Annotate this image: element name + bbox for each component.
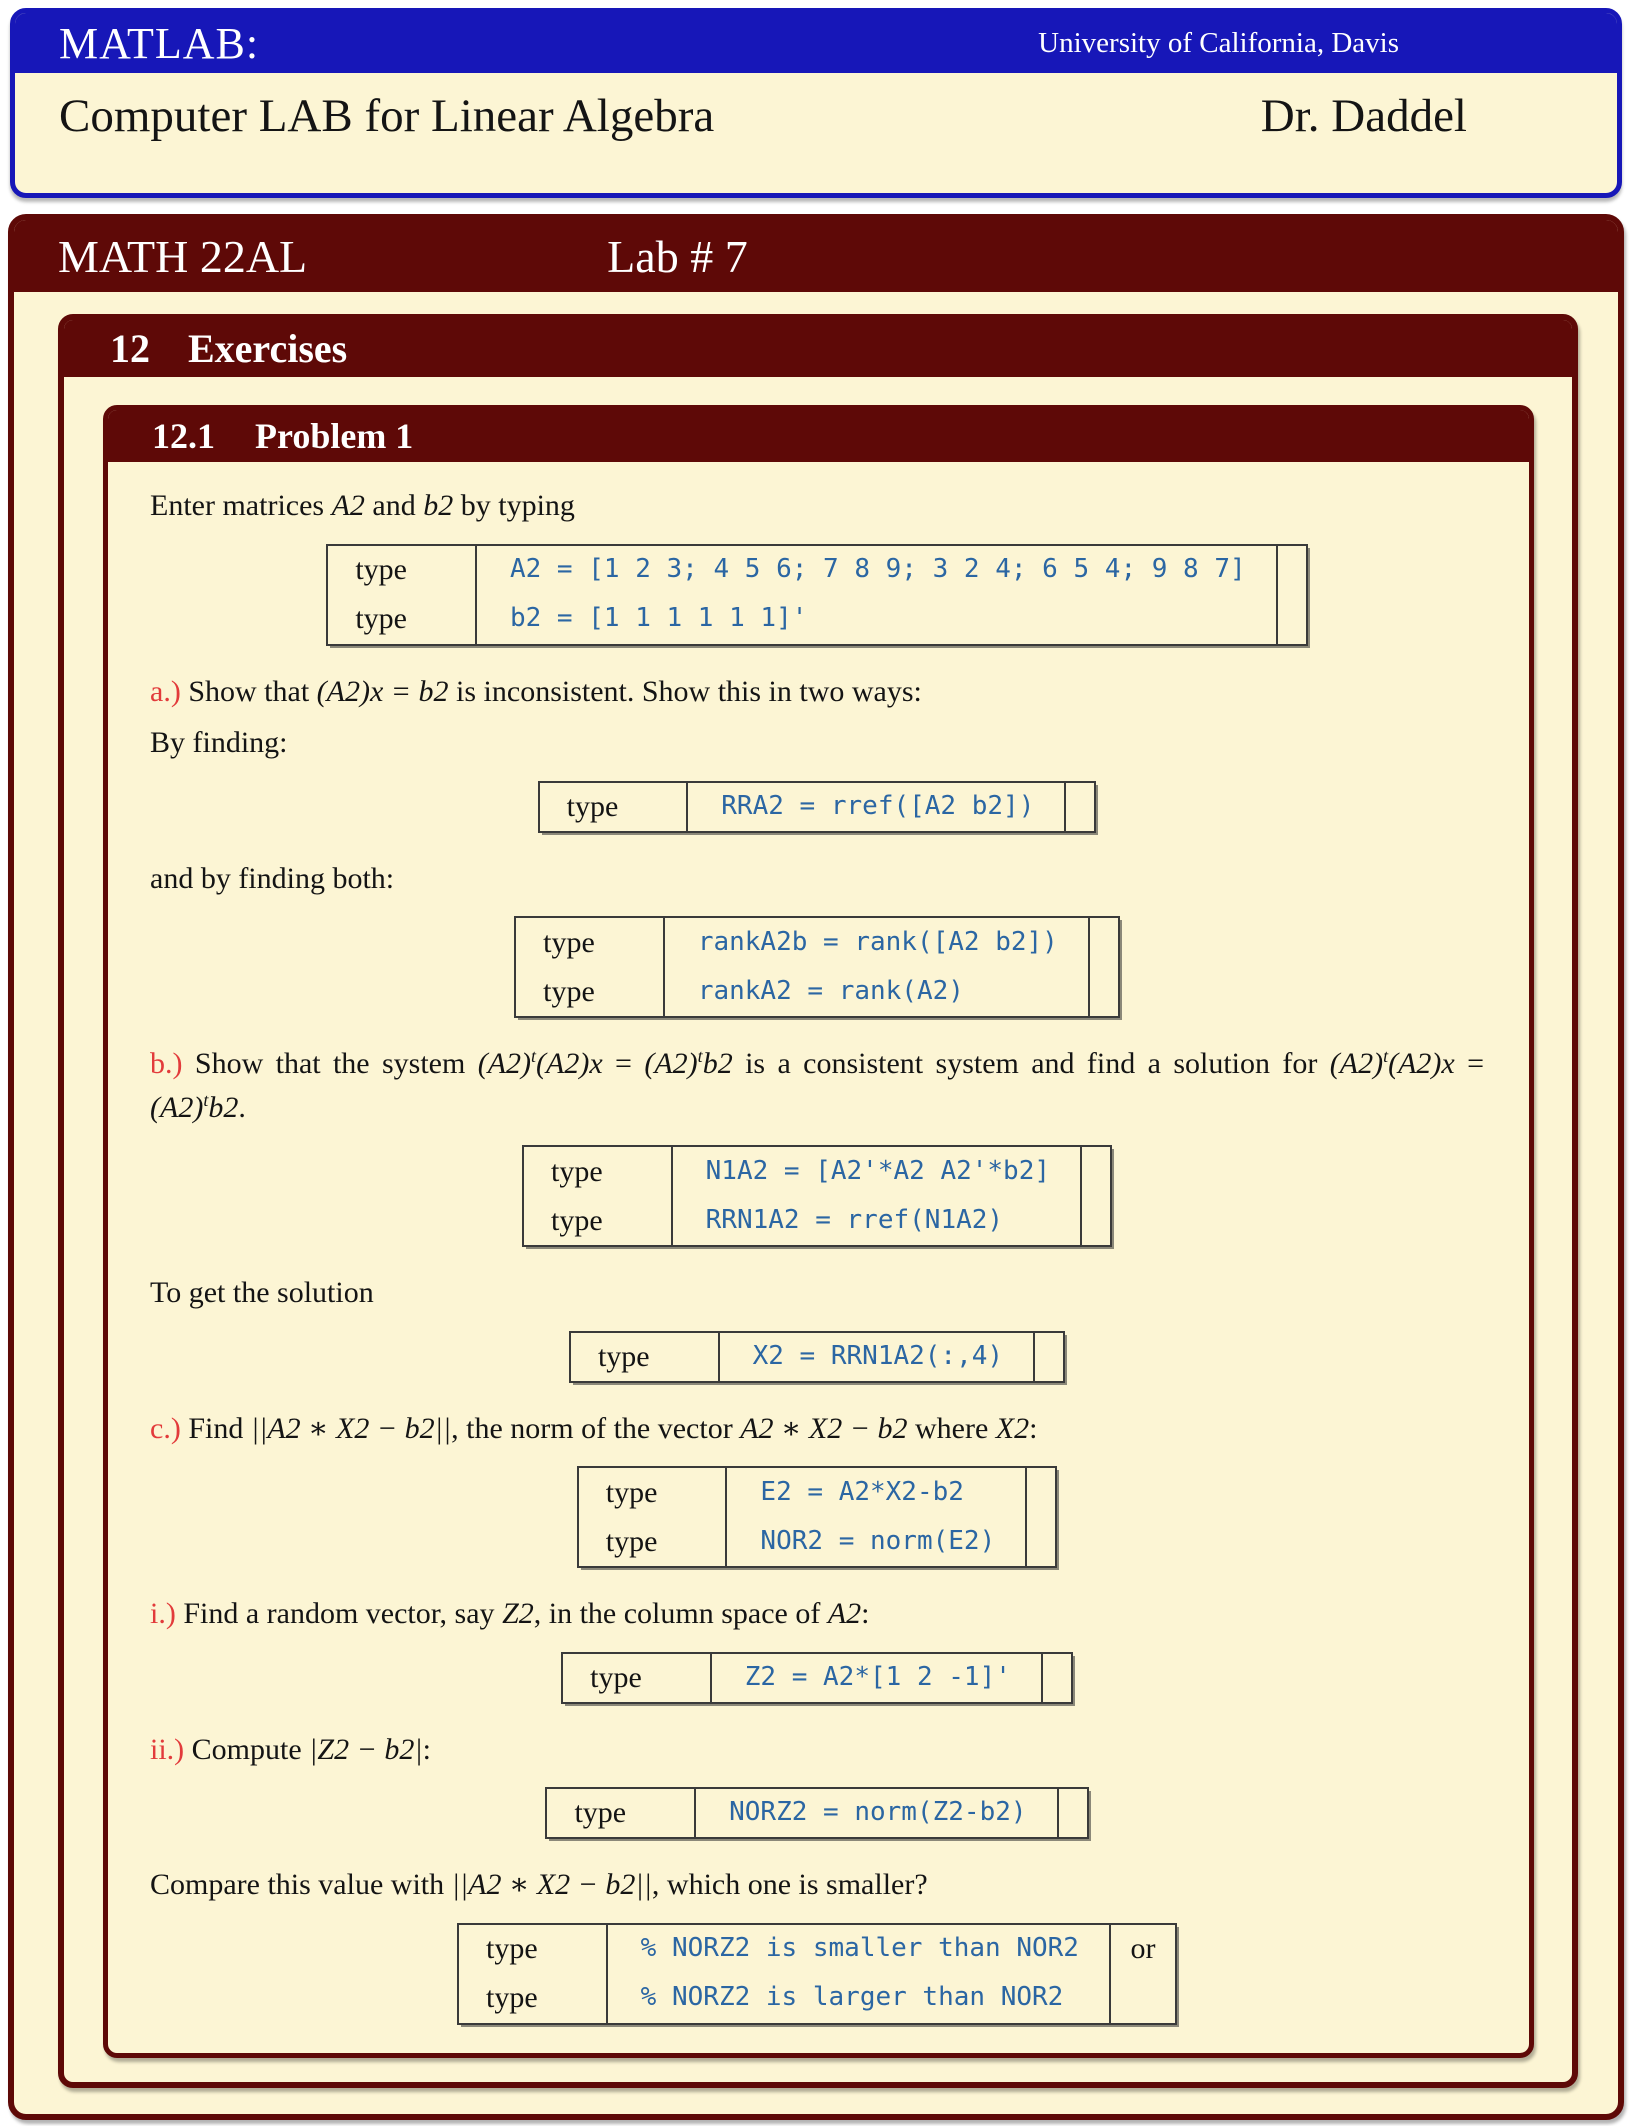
code-cell: % NORZ2 is larger than NOR2 [607,1974,1110,2024]
blank-cell [1026,1467,1056,1517]
table-row [327,545,1306,595]
section-header [64,320,1572,377]
item-c-paragraph: c.) Find ||A2 ∗ X2 − b2||, the norm of the vector A2 ∗ X2 − b2 where X2: [150,1411,1038,1445]
table-row [523,1146,1111,1196]
blank-cell [1089,917,1119,967]
table-row [515,967,1119,1017]
blank-cell [1277,545,1307,595]
item-b-paragraph: b.) Show that the system $(A2)^t(A2)x = (A2)^tb2$ is a consistent system and find a solution for $(A2)^t(A2)x = (A2)^tb2$. [150,1046,1485,1124]
problem-box [103,405,1534,2058]
type-label-cell: type [327,595,476,645]
blank-cell [1277,595,1307,645]
rank-table [514,916,1120,1018]
compare-paragraph: Compare this value with ||A2 ∗ X2 − b2||, which one is smaller? [150,1868,928,1901]
course-title: Computer LAB for Linear Algebra [59,90,715,142]
type-label-cell: type [546,1788,695,1838]
code-cell: rankA2b = rank([A2 b2]) [664,917,1089,967]
table-row [546,1788,1087,1838]
solution-table [569,1331,1065,1383]
table-row [327,595,1306,645]
type-label-cell: type [539,782,688,832]
item-i-paragraph: i.) Find a random vector, say Z2, in the column space of A2: [150,1597,870,1630]
blank-cell [1058,1788,1088,1838]
table-row [570,1332,1064,1382]
course-code: MATH 22AL [58,230,308,282]
type-label-cell: type [515,917,664,967]
normal-equations-table [522,1145,1112,1247]
normz-table [545,1787,1088,1839]
course-box [8,214,1624,2120]
code-cell: NOR2 = norm(E2) [726,1517,1026,1567]
type-label-cell: type [578,1517,727,1567]
code-cell: X2 = RRN1A2(:,4) [719,1332,1034,1382]
table-row [578,1517,1056,1567]
type-label-cell: type [578,1467,727,1517]
intro-paragraph: Enter matrices A2 and b2 by typing [150,489,575,522]
rref-table [538,781,1097,833]
code-cell: b2 = [1 1 1 1 1 1]' [476,595,1277,645]
type-label-cell: type [562,1653,711,1703]
document-header [10,8,1622,198]
header-title-bar [15,13,1617,73]
type-label-cell: type [515,967,664,1017]
exercises-section-body [64,377,1572,2082]
code-cell: rankA2 = rank(A2) [664,967,1089,1017]
instructor-name: Dr. Daddel [1260,90,1467,142]
blank-cell [1089,967,1119,1017]
code-cell: N1A2 = [A2'*A2 A2'*b2] [672,1146,1081,1196]
problem-body [108,462,1529,2053]
university-name: University of California, Davis [1038,26,1399,59]
to-get-solution-paragraph: To get the solution [150,1276,374,1309]
table-row [515,917,1119,967]
subsection-number: 12.1 [152,416,215,456]
blank-cell [1042,1653,1072,1703]
item-a-paragraph: a.) Show that (A2)x = b2 is inconsistent. Show this in two ways: [150,674,922,708]
subsection-header [108,410,1529,462]
table-row [578,1467,1056,1517]
app-title: MATLAB: [59,18,260,68]
item-ii-paragraph: ii.) Compute |Z2 − b2|: [150,1732,431,1766]
table-row [562,1653,1072,1703]
section-number: 12 [110,326,150,371]
code-cell: RRN1A2 = rref(N1A2) [672,1196,1081,1246]
blank-cell [1110,1974,1176,2024]
blank-cell [1065,782,1095,832]
norm-table [577,1466,1057,1568]
header-body [15,73,1617,143]
course-banner [14,220,1618,292]
type-label-cell: type [327,545,476,595]
code-cell: E2 = A2*X2-b2 [726,1467,1026,1517]
blank-cell [1081,1196,1111,1246]
section-title: Exercises [188,326,348,371]
code-cell: Z2 = A2*[1 2 -1]' [711,1653,1042,1703]
blank-cell [1081,1146,1111,1196]
by-finding-paragraph: By finding: [150,726,288,759]
table-row [458,1924,1176,1974]
type-label-cell: type [523,1146,672,1196]
random-vector-table [561,1652,1073,1704]
type-label-cell: type [458,1924,607,1974]
exercises-section-box [58,314,1578,2088]
or-cell: or [1130,1932,1156,1966]
table-row [539,782,1096,832]
code-cell: % NORZ2 is smaller than NOR2 [607,1924,1110,1974]
code-cell: RRA2 = rref([A2 b2]) [687,782,1065,832]
type-label-cell: type [458,1974,607,2024]
code-cell: A2 = [1 2 3; 4 5 6; 7 8 9; 3 2 4; 6 5 4; 9 8 7] [476,545,1277,595]
and-both-paragraph: and by finding both: [150,861,395,895]
blank-cell [1026,1517,1056,1567]
blank-cell [1034,1332,1064,1382]
table-row [458,1974,1176,2024]
course-box-body [14,292,1618,2114]
type-label-cell: type [523,1196,672,1246]
code-cell: NORZ2 = norm(Z2-b2) [695,1788,1057,1838]
subsection-title: Problem 1 [255,416,414,456]
lab-number: Lab # 7 [607,230,748,282]
compare-table [457,1923,1177,2025]
type-label-cell: type [570,1332,719,1382]
enter-matrices-table [326,544,1307,646]
table-row [523,1196,1111,1246]
